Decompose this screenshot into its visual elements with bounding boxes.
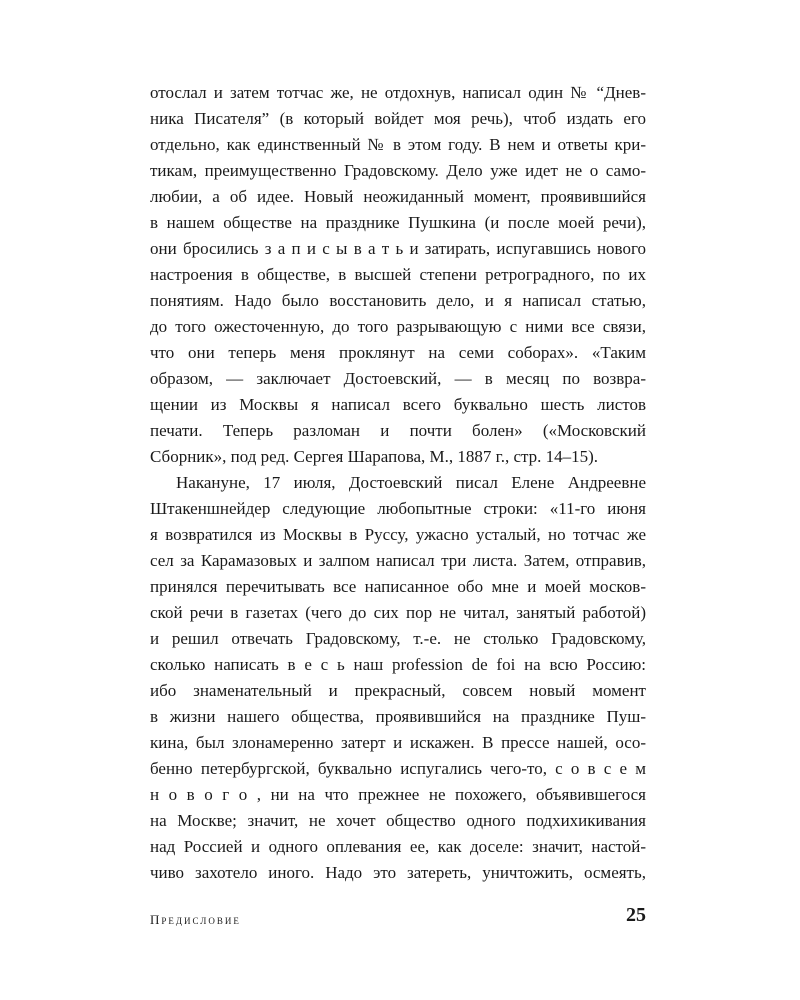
text-line: любии, а об идее. Новый неожиданный момент, проявившийся bbox=[150, 187, 646, 206]
text-line: я возвратился из Москвы в Руссу, ужасно усталый, но тотчас же bbox=[150, 525, 646, 544]
text-line: и решил отвечать Градовскому, т.-е. не столько Градовскому, bbox=[150, 629, 646, 648]
paragraph bbox=[150, 470, 646, 886]
text-line: тикам, преимущественно Градовскому. Дело уже идет не о само- bbox=[150, 161, 646, 180]
text-line: на Москве; значит, не хочет общество одного подхихикивания bbox=[150, 811, 646, 830]
text-line: Сборник», под ред. Сергея Шарапова, М., 1887 г., стр. 14–15). bbox=[150, 447, 599, 466]
text-line: ника Писателя” (в который войдет моя речь), чтоб издать его bbox=[150, 109, 646, 128]
text-line: сел за Карамазовых и залпом написал три листа. Затем, отправив, bbox=[150, 551, 646, 570]
page-footer bbox=[150, 904, 646, 934]
paragraph bbox=[150, 80, 646, 470]
text-line: сколько написать в е с ь наш profession de foi на всю Россию: bbox=[150, 655, 646, 674]
text-line: настроения в обществе, в высшей степени ретроградного, по их bbox=[150, 265, 646, 284]
text-line: над Россией и одного оплевания ее, как доселе: значит, настой- bbox=[150, 837, 646, 856]
text-line: принялся перечитывать все написанное обо мне и моей москов- bbox=[150, 577, 646, 596]
running-title: Предисловие bbox=[150, 912, 241, 927]
text-line: печати. Теперь разломан и почти болен» («Московский bbox=[150, 421, 646, 440]
text-line: щении из Москвы я написал всего буквально шесть листов bbox=[150, 395, 646, 414]
text-line: Накануне, 17 июля, Достоевский писал Елене Андреевне bbox=[176, 473, 646, 492]
page-number: 25 bbox=[626, 904, 646, 926]
text-line: понятиям. Надо было восстановить дело, и я написал статью, bbox=[150, 291, 646, 310]
text-line: н о в о г о , ни на что прежнее не похожего, объявившегося bbox=[150, 785, 646, 804]
text-line: отослал и затем тотчас же, не отдохнув, написал один № “Днев- bbox=[150, 83, 646, 102]
text-line: они бросились з а п и с ы в а т ь и затирать, испугавшись нового bbox=[150, 239, 646, 258]
body-text bbox=[150, 80, 646, 886]
text-line: что они теперь меня проклянут на семи соборах». «Таким bbox=[150, 343, 646, 362]
text-line: ибо знаменательный и прекрасный, совсем новый момент bbox=[150, 681, 646, 700]
text-line: кина, был злонамеренно затерт и искажен. В прессе нашей, осо- bbox=[150, 733, 646, 752]
text-line: бенно петербургской, буквально испугались чего-то, с о в с е м bbox=[150, 759, 646, 778]
text-line: образом, — заключает Достоевский, — в месяц по возвра- bbox=[150, 369, 646, 388]
text-line: чиво захотело иного. Надо это затереть, уничтожить, осмеять, bbox=[150, 863, 646, 882]
text-line: ской речи в газетах (чего до сих пор не читал, занятый работой) bbox=[150, 603, 646, 622]
text-line: Штакеншнейдер следующие любопытные строки: «11-го июня bbox=[150, 499, 646, 518]
text-line: до того ожесточенную, до того разрывающую с ними все связи, bbox=[150, 317, 646, 336]
text-line: в жизни нашего общества, проявившийся на празднике Пуш- bbox=[150, 707, 646, 726]
text-line: в нашем обществе на празднике Пушкина (и после моей речи), bbox=[150, 213, 646, 232]
text-line: отдельно, как единственный № в этом году. В нем и ответы кри- bbox=[150, 135, 646, 154]
